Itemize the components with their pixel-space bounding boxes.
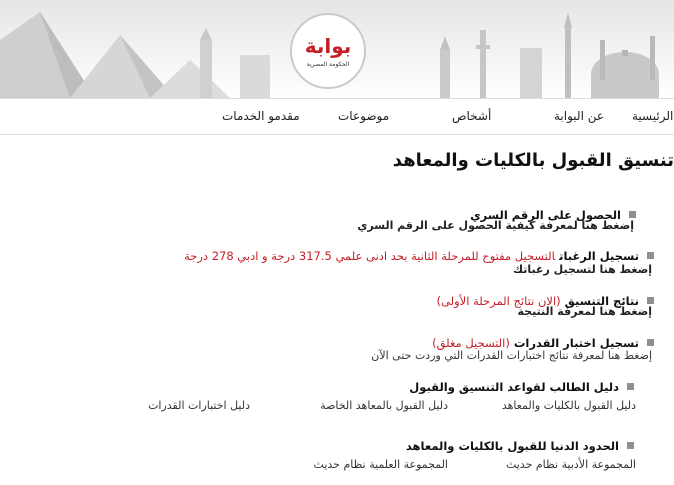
aptitude-title: تسجيل اختبار القدرات bbox=[513, 336, 639, 350]
bullet-icon bbox=[629, 211, 636, 218]
logo-wordmark: بوابة bbox=[304, 33, 352, 58]
wishes-link[interactable]: إضغط هنا لتسجيل رغباتك bbox=[512, 263, 652, 276]
bullet-icon bbox=[647, 339, 654, 346]
nav-service-providers[interactable]: مقدمو الخدمات bbox=[222, 109, 300, 123]
limit-link-scientific[interactable]: المجموعة العلمية نظام حديث bbox=[313, 458, 448, 471]
bullet-icon bbox=[647, 297, 654, 304]
aptitude-status-note: (التسجيل مغلق) bbox=[432, 336, 510, 350]
main-navigation bbox=[0, 98, 674, 135]
section-wishes bbox=[184, 245, 654, 264]
limit-link-literary[interactable]: المجموعة الأدبية نظام حديث bbox=[505, 458, 636, 471]
guide-link-colleges[interactable]: دليل القبول بالكليات والمعاهد bbox=[501, 399, 636, 412]
logo-subtitle: الحكومة المصرية bbox=[306, 60, 350, 68]
guide-link-aptitude-tests[interactable]: دليل اختبارات القدرات bbox=[148, 399, 250, 412]
wishes-status-note: التسجيل مفتوح للمرحلة الثانية بحد ادنى علمي 317.5 درجة و ادبي 278 درجة bbox=[184, 249, 556, 263]
bullet-icon bbox=[647, 252, 654, 259]
aptitude-link[interactable]: إضغط هنا لمعرفة نتائج اختبارات القدرات التي وردت حتى الآن bbox=[371, 349, 652, 362]
bullet-icon bbox=[627, 442, 634, 449]
nav-about-portal[interactable]: عن البوابة bbox=[554, 109, 605, 123]
nav-topics[interactable]: موضوعات bbox=[338, 109, 390, 123]
student-guide-title: دليل الطالب لقواعد التنسيق والقبول bbox=[409, 380, 619, 394]
section-minimum-limits bbox=[406, 435, 634, 454]
nav-home[interactable]: الرئيسية bbox=[632, 109, 674, 123]
minimum-limits-title: الحدود الدنيا للقبول بالكليات والمعاهد bbox=[405, 439, 619, 453]
secret-number-link[interactable]: إضغط هنا لمعرفة كيفية الحصول على الرقم السري bbox=[357, 219, 634, 232]
guide-link-private-institutes[interactable]: دليل القبول بالمعاهد الخاصة bbox=[320, 399, 448, 412]
page-title: تنسيق القبول بالكليات والمعاهد bbox=[392, 150, 674, 171]
site-header bbox=[0, 0, 674, 98]
secret-number-title: الحصول على الرقم السري bbox=[470, 208, 621, 222]
results-title: نتائج التنسيق bbox=[564, 294, 639, 308]
nav-people[interactable]: أشخاص bbox=[452, 109, 492, 123]
bullet-icon bbox=[627, 383, 634, 390]
results-status-note: (الان نتائج المرحلة الأولى) bbox=[436, 294, 561, 308]
results-link[interactable]: إضغط هنا لمعرفة النتيجة bbox=[517, 305, 652, 318]
portal-logo[interactable] bbox=[290, 13, 366, 89]
section-student-guide bbox=[409, 376, 634, 395]
wishes-title: تسجيل الرغبات bbox=[559, 249, 639, 263]
